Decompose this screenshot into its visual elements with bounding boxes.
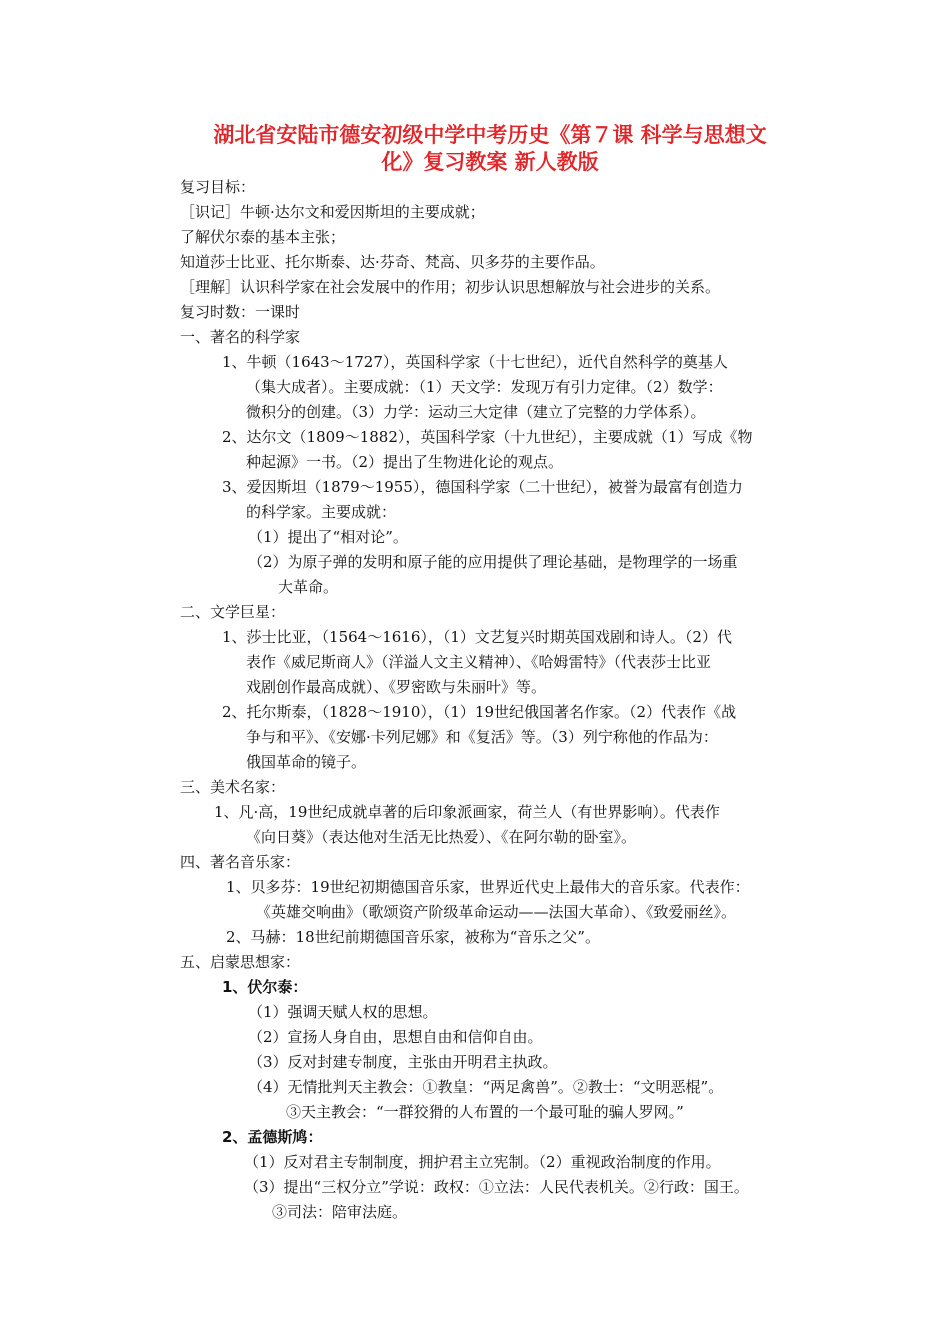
montesquieu-point-3: （3）提出“三权分立”学说：政权：①立法：人民代表机关。②行政：国王。: [244, 1178, 749, 1196]
montesquieu-point-3-cont: ③司法：陪审法庭。: [272, 1203, 408, 1221]
section-2-heading: 二、文学巨星：: [180, 603, 286, 621]
bach-line: 2、马赫：18世纪前期德国音乐家，被称为“音乐之父”。: [226, 928, 600, 946]
voltaire-point-4-cont: ③天主教会：“一群狡猾的人布置的一个最可耻的骗人罗网。”: [286, 1103, 684, 1121]
beethoven-line-2: 《英雄交响曲》（歌颂资产阶级革命运动——法国大革命）、《致爱丽丝》。: [256, 903, 737, 921]
einstein-line-2: 的科学家。主要成就：: [246, 503, 397, 521]
einstein-point-2-cont: 大革命。: [278, 578, 339, 596]
montesquieu-point-1: （1）反对君主专制制度，拥护君主立宪制。（2）重视政治制度的作用。: [244, 1153, 721, 1171]
voltaire-point-2: （2）宣扬人身自由，思想自由和信仰自由。: [248, 1028, 543, 1046]
goal-voltaire: 了解伏尔泰的基本主张；: [180, 228, 346, 246]
darwin-line-2: 种起源》一书。（2）提出了生物进化论的观点。: [246, 453, 564, 471]
document-title: [150, 122, 830, 176]
voltaire-point-3: （3）反对封建专制度，主张由开明君主执政。: [248, 1053, 558, 1071]
newton-line-3: 微积分的创建。（3）力学：运动三大定律（建立了完整的力学体系）。: [246, 403, 706, 421]
voltaire-point-1: （1）强调天赋人权的思想。: [248, 1003, 438, 1021]
title-line-1: 湖北省安陆市德安初级中学中考历史《第７课 科学与思想文: [213, 123, 767, 147]
section-5-heading: 五、启蒙思想家：: [180, 953, 301, 971]
van-gogh-line-2: 《向日葵》（表达他对生活无比热爱）、《在阿尔勒的卧室》。: [246, 828, 637, 846]
montesquieu-heading: 2、孟德斯鸠：: [222, 1128, 323, 1146]
goal-works: 知道莎士比亚、托尔斯泰、达·芬奇、梵高、贝多芬的主要作品。: [180, 253, 605, 271]
section-3-heading: 三、美术名家：: [180, 778, 286, 796]
goal-understand: ［理解］认识科学家在社会发展中的作用；初步认识思想解放与社会进步的关系。: [180, 278, 721, 296]
einstein-point-1: （1）提出了“相对论”。: [248, 528, 408, 546]
review-hours: 复习时数：一课时: [180, 303, 301, 321]
beethoven-line-1: 1、贝多芬：19世纪初期德国音乐家，世界近代史上最伟大的音乐家。代表作：: [226, 878, 750, 896]
newton-line-1: 1、牛顿（1643～1727），英国科学家（十七世纪），近代自然科学的奠基人: [222, 353, 728, 371]
newton-line-2: （集大成者）。主要成就：（1）天文学：发现万有引力定律。（2）数学：: [246, 378, 723, 396]
review-goals-heading: 复习目标：: [180, 178, 256, 196]
tolstoy-line-1: 2、托尔斯泰，（1828～1910），（1）19世纪俄国著名作家。（2）代表作《战: [222, 703, 737, 721]
einstein-line-1: 3、爱因斯坦（1879～1955），德国科学家（二十世纪），被誉为最富有创造力: [222, 478, 743, 496]
shakespeare-line-1: 1、莎士比亚，（1564～1616），（1）文艺复兴时期英国戏剧和诗人。（2）代: [222, 628, 732, 646]
section-1-heading: 一、著名的科学家: [180, 328, 301, 346]
goal-memorize: ［识记］牛顿·达尔文和爱因斯坦的主要成就；: [180, 203, 485, 221]
einstein-point-2: （2）为原子弹的发明和原子能的应用提供了理论基础，是物理学的一场重: [248, 553, 738, 571]
voltaire-heading: 1、伏尔泰：: [222, 978, 308, 996]
van-gogh-line-1: 1、凡·高，19世纪成就卓著的后印象派画家，荷兰人（有世界影响）。代表作: [214, 803, 720, 821]
shakespeare-line-3: 戏剧创作最高成就）、《罗密欧与朱丽叶》等。: [246, 678, 547, 696]
shakespeare-line-2: 表作《威尼斯商人》（洋溢人文主义精神）、《哈姆雷特》（代表莎士比亚: [246, 653, 712, 671]
voltaire-point-4: （4）无情批判天主教会：①教皇：“两足禽兽”。②教士：“文明恶棍”。: [248, 1078, 724, 1096]
tolstoy-line-2: 争与和平》、《安娜·卡列尼娜》和《复活》等。（3）列宁称他的作品为：: [246, 728, 718, 746]
tolstoy-line-3: 俄国革命的镜子。: [246, 753, 367, 771]
title-line-2: 化》复习教案 新人教版: [381, 150, 599, 174]
darwin-line-1: 2、达尔文（1809～1882），英国科学家（十九世纪），主要成就（1）写成《物: [222, 428, 753, 446]
section-4-heading: 四、著名音乐家：: [180, 853, 301, 871]
